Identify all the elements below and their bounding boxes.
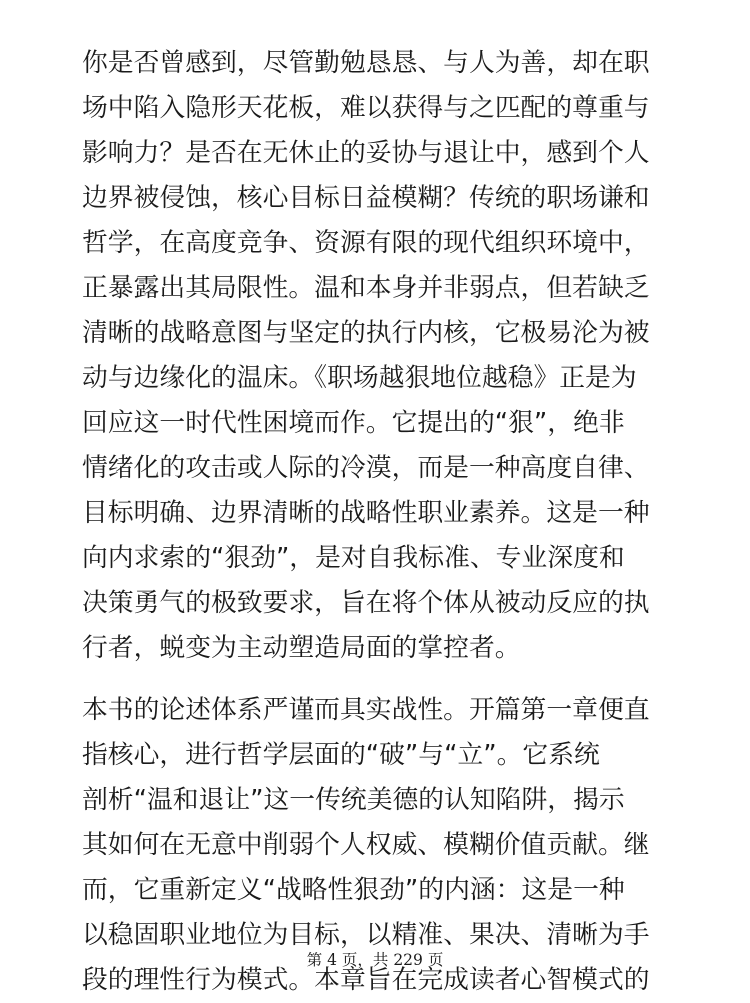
text-line: 动与边缘化的温床。《职场越狠地位越稳》正是为 <box>82 363 637 393</box>
text-line: 目标明确、边界清晰的战略性职业素养。这是一种 <box>82 498 650 528</box>
text-line: 正暴露出其局限性。温和本身并非弱点，但若缺乏 <box>82 273 650 303</box>
text-line: 向内求索的“狠劲”，是对自我标准、专业深度和 <box>82 543 625 573</box>
text-line: 而，它重新定义“战略性狠劲”的内涵：这是一种 <box>82 875 625 905</box>
text-line: 以稳固职业地位为目标，以精准、果决、清晰为手 <box>82 920 650 950</box>
text-line: 决策勇气的极致要求，旨在将个体从被动反应的执 <box>82 588 650 618</box>
text-line: 其如何在无意中削弱个人权威、模糊价值贡献。继 <box>82 830 650 860</box>
text-line: 指核心，进行哲学层面的“破”与“立”。它系统 <box>82 740 600 770</box>
body-text <box>82 41 672 1003</box>
paragraph-1 <box>82 41 672 671</box>
text-line: 本书的论述体系严谨而具实战性。开篇第一章便直 <box>82 695 650 725</box>
text-line: 回应这一时代性困境而作。它提出的“狠”，绝非 <box>82 408 625 438</box>
text-line: 清晰的战略意图与坚定的执行内核，它极易沦为被 <box>82 318 650 348</box>
page-number-footer: 第 4 页，共 229 页 <box>306 951 444 969</box>
text-line: 你是否曾感到，尽管勤勉恳恳、与人为善，却在职 <box>82 48 650 78</box>
text-line: 段的理性行为模式。本章旨在完成读者心智模式的 <box>82 965 650 995</box>
text-line: 影响力？是否在无休止的妥协与退让中，感到个人 <box>82 138 650 168</box>
text-line: 情绪化的攻击或人际的冷漠，而是一种高度自律、 <box>82 453 650 483</box>
text-line: 场中陷入隐形天花板，难以获得与之匹配的尊重与 <box>82 93 650 123</box>
text-line: 哲学，在高度竞争、资源有限的现代组织环境中， <box>82 228 650 258</box>
text-line: 剖析“温和退让”这一传统美德的认知陷阱，揭示 <box>82 785 625 815</box>
text-line: 行者，蜕变为主动塑造局面的掌控者。 <box>82 633 521 663</box>
text-line: 边界被侵蚀，核心目标日益模糊？传统的职场谦和 <box>82 183 650 213</box>
paragraph-spacer <box>82 671 672 688</box>
